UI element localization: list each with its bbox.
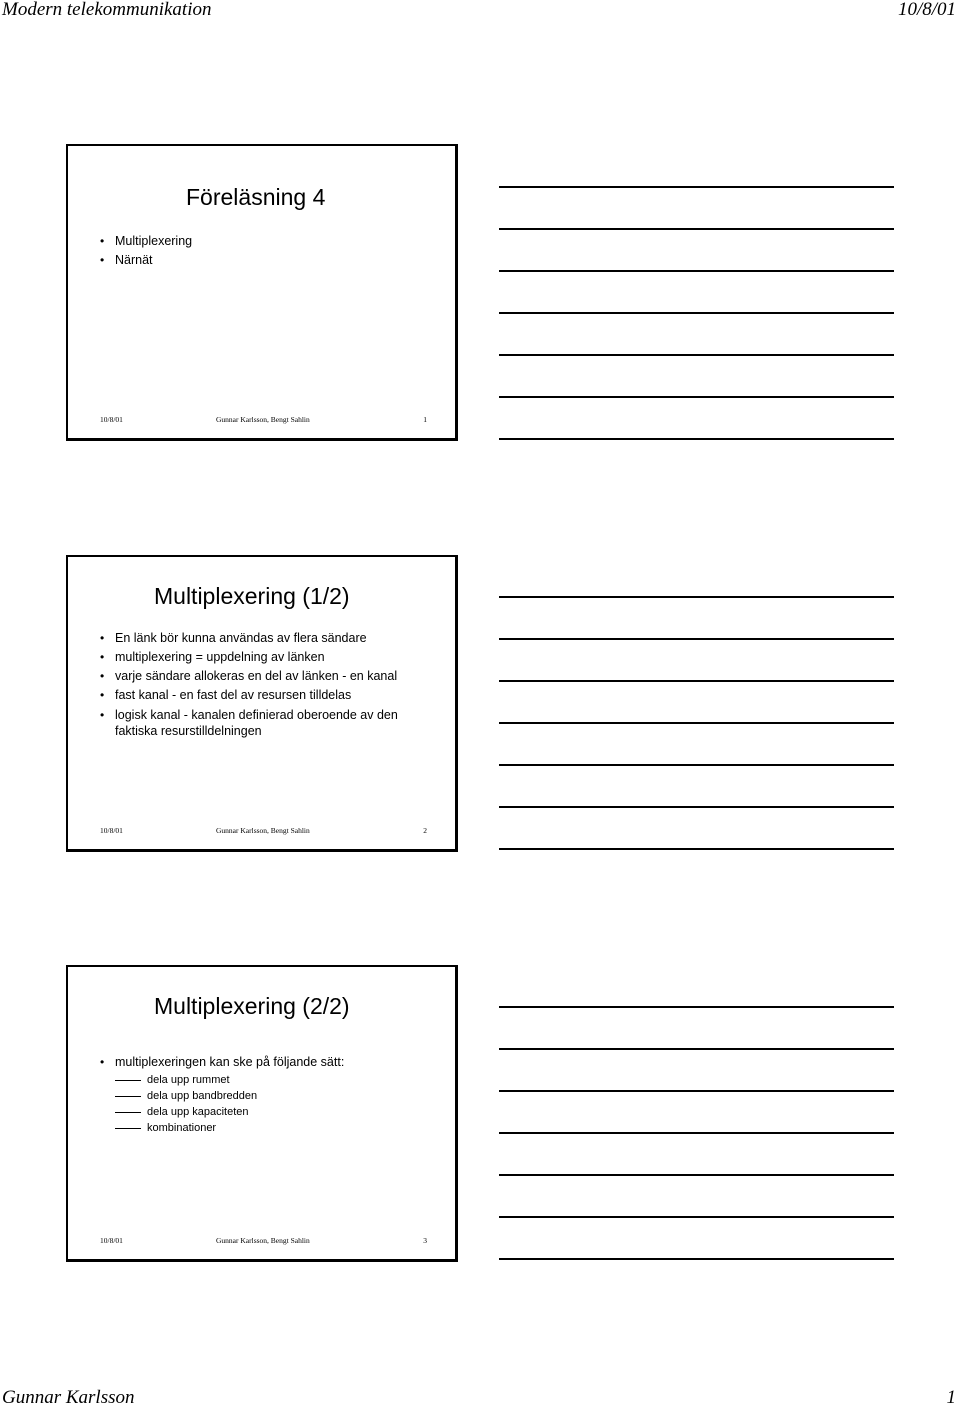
dash-icon xyxy=(115,1128,141,1129)
bullet-list xyxy=(100,232,192,270)
slide-title: Föreläsning 4 xyxy=(186,184,326,210)
note-line xyxy=(499,270,894,272)
bullet-icon: • xyxy=(100,253,105,267)
note-line xyxy=(499,396,894,398)
note-line xyxy=(499,596,894,598)
list-item: • varje sändare allokeras en del av länken - en kanal xyxy=(100,667,435,686)
document-header-title: Modern telekommunikation xyxy=(2,0,212,20)
note-line xyxy=(499,1258,894,1260)
sub-list-item: dela upp rummet xyxy=(115,1072,344,1088)
list-item: • multiplexeringen kan ske på följande sätt: dela upp rummet dela upp bandbredden dela upp kapaciteten kombinationer xyxy=(100,1055,345,1134)
note-line xyxy=(499,1048,894,1050)
note-line xyxy=(499,312,894,314)
sub-list xyxy=(115,1072,344,1136)
bullet-icon: • xyxy=(100,688,105,702)
slide-footer-date: 10/8/01 xyxy=(100,415,123,424)
list-item: • multiplexering = uppdelning av länken xyxy=(100,648,435,667)
note-line xyxy=(499,1006,894,1008)
sub-list-item: dela upp bandbredden xyxy=(115,1088,344,1104)
slide-footer-date: 10/8/01 xyxy=(100,1236,123,1245)
note-line xyxy=(499,848,894,850)
slide-footer xyxy=(100,414,427,426)
slide-footer xyxy=(100,1235,427,1247)
note-line xyxy=(499,638,894,640)
slide-3 xyxy=(66,965,458,1262)
bullet-icon: • xyxy=(100,1055,105,1069)
note-line xyxy=(499,1132,894,1134)
note-line xyxy=(499,722,894,724)
note-line xyxy=(499,1216,894,1218)
note-line xyxy=(499,1090,894,1092)
document-header-date: 10/8/01 xyxy=(897,0,956,20)
document-footer-page: 1 xyxy=(946,1387,956,1408)
note-line xyxy=(499,1174,894,1176)
note-line xyxy=(499,354,894,356)
list-item: • fast kanal - en fast del av resursen tilldelas xyxy=(100,686,435,705)
bullet-list xyxy=(100,629,435,739)
sub-list-item: dela upp kapaciteten xyxy=(115,1104,344,1120)
dash-icon xyxy=(115,1080,141,1081)
slide-footer-authors: Gunnar Karlsson, Bengt Sahlin xyxy=(216,1236,310,1245)
slide-footer-date: 10/8/01 xyxy=(100,826,123,835)
list-item: • logisk kanal - kanalen definierad oberoende av den faktiska resurstilldelningen xyxy=(100,708,398,738)
bullet-icon: • xyxy=(100,708,105,722)
dash-icon xyxy=(115,1096,141,1097)
note-line xyxy=(499,186,894,188)
bullet-icon: • xyxy=(100,650,105,664)
slide-footer-page: 2 xyxy=(423,826,427,835)
note-line xyxy=(499,764,894,766)
bullet-icon: • xyxy=(100,234,105,248)
list-item: • Multiplexering xyxy=(100,232,192,251)
slide-footer-authors: Gunnar Karlsson, Bengt Sahlin xyxy=(216,415,310,424)
slide-1 xyxy=(66,144,458,441)
note-line xyxy=(499,806,894,808)
slide-2 xyxy=(66,555,458,852)
bullet-list xyxy=(100,1053,344,1136)
note-line xyxy=(499,438,894,440)
slide-footer xyxy=(100,825,427,837)
dash-icon xyxy=(115,1112,141,1113)
slide-footer-page: 3 xyxy=(423,1236,427,1245)
note-line xyxy=(499,228,894,230)
sub-list-item: kombinationer xyxy=(115,1120,344,1136)
slide-footer-authors: Gunnar Karlsson, Bengt Sahlin xyxy=(216,826,310,835)
bullet-icon: • xyxy=(100,669,105,683)
list-item: • En länk bör kunna användas av flera sändare xyxy=(100,629,435,648)
note-line xyxy=(499,680,894,682)
slide-title: Multiplexering (2/2) xyxy=(154,993,350,1019)
slide-title: Multiplexering (1/2) xyxy=(154,583,350,609)
list-item: • Närnät xyxy=(100,251,192,270)
document-footer-author: Gunnar Karlsson xyxy=(2,1387,135,1408)
bullet-icon: • xyxy=(100,631,105,645)
slide-footer-page: 1 xyxy=(423,415,427,424)
